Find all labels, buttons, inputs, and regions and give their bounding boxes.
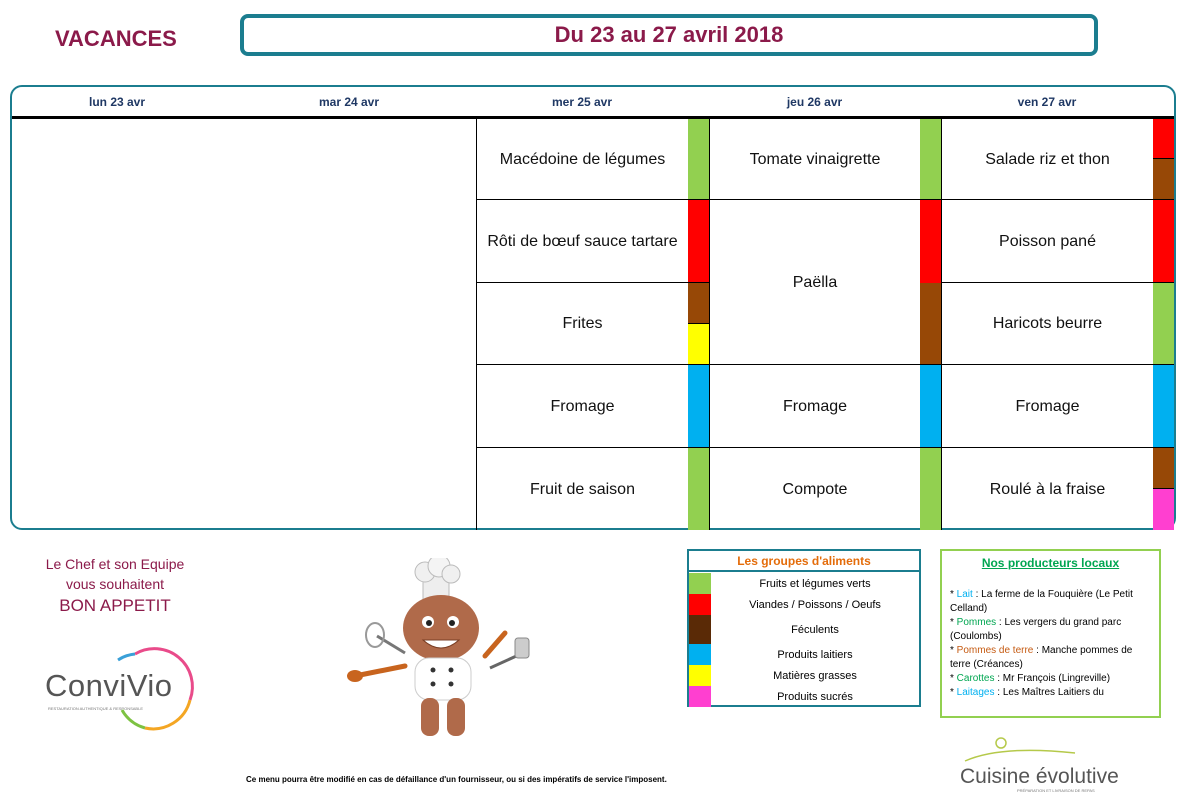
producers-title: Nos producteurs locaux: [981, 556, 1120, 570]
menu-cell-mer-entree: [476, 119, 688, 200]
dish-label: Macédoine de légumes: [499, 150, 666, 168]
food-group-swatch-green: [1153, 283, 1174, 365]
producer-text: : Manche pommes de terre (Créances): [950, 645, 1133, 670]
dish-label: Paëlla: [792, 273, 838, 291]
convivio-tagline: RESTAURATION AUTHENTIQUE & RESPONSABLE: [48, 706, 143, 711]
cuisine-evolutive-logo: [955, 735, 1135, 795]
producer-item-carottes: * Carottes : Mr François (Lingreville): [950, 673, 1111, 684]
dish-label: Fruit de saison: [530, 480, 635, 498]
dish-label: Rôti de bœuf sauce tartare: [487, 232, 678, 250]
producer-name: Lait: [956, 589, 973, 600]
legend-item-blue: [689, 644, 919, 665]
menu-cell-mer-dessert: [476, 448, 688, 530]
dish-label: Salade riz et thon: [985, 150, 1110, 168]
producer-item-pommes: * Pommes : Les vergers du grand parc (Coulombs): [950, 617, 1122, 642]
chef-mascot-icon: [345, 558, 550, 743]
footer-disclaimer: Ce menu pourra être modifié en cas de défaillance d'un fournisseur, ou si des impératifs de service l'imposent.: [246, 775, 667, 784]
swatch-pink: [689, 686, 711, 707]
menu-cell-mer-fromage: [476, 365, 688, 448]
food-group-swatch-green: [920, 119, 941, 200]
producer-text: : Les Maîtres Laitiers du: [994, 687, 1104, 698]
page-title: Du 23 au 27 avril 2018: [554, 22, 784, 47]
chef-message-line1: Le Chef et son Equipe: [45, 556, 185, 572]
food-group-swatch-green: [688, 448, 709, 530]
chef-message: [20, 554, 210, 616]
dish-label: Frites: [562, 315, 603, 332]
menu-cell-jeu-fromage: [709, 365, 920, 448]
food-group-swatch-brown: [920, 283, 941, 365]
producer-name: Pommes: [956, 617, 997, 628]
food-group-swatch-red: [920, 200, 941, 283]
legend-label: Produits sucrés: [777, 690, 853, 703]
producer-name: Laitages: [956, 687, 995, 698]
producer-name: Pommes de terre: [956, 645, 1034, 656]
food-group-swatch-red: [1153, 200, 1174, 283]
swatch-brown: [689, 615, 711, 644]
food-group-swatch-red: [688, 200, 709, 283]
food-group-swatch-red: [1153, 119, 1174, 159]
menu-cell-ven-fromage: [941, 365, 1153, 448]
food-group-swatch-blue: [1153, 365, 1174, 448]
day-header-lun: lun 23 avr: [88, 95, 146, 109]
cuisine-tagline: PRÉPARATION ET LIVRAISON DE REPAS: [1017, 788, 1095, 793]
day-header-ven: ven 27 avr: [1017, 95, 1077, 109]
producer-item-lait: * Lait : La ferme de la Fouquière (Le Petit Celland): [950, 589, 1133, 614]
menu-cell-ven-entree: [941, 119, 1153, 200]
menu-cell-ven-accompagnement: [941, 283, 1153, 365]
swatch-yellow: [689, 665, 711, 686]
producer-text: : Mr François (Lingreville): [994, 673, 1111, 684]
producer-item-laitages: * Laitages : Les Maîtres Laitiers du: [950, 687, 1104, 698]
legend-label: Féculents: [791, 623, 839, 636]
food-group-swatch-yellow: [688, 324, 709, 365]
producer-name: Carottes: [956, 673, 995, 684]
cuisine-wordmark: Cuisine évolutive: [960, 765, 1119, 788]
menu-cell-mer-plat: [476, 200, 688, 283]
vacances-label: VACANCES: [55, 26, 177, 51]
legend-label: Matières grasses: [773, 669, 857, 682]
dish-label: Fromage: [550, 397, 615, 415]
dish-label: Fromage: [782, 397, 848, 415]
food-group-swatch-green: [920, 448, 941, 530]
food-groups-legend: [687, 549, 921, 707]
date-range-banner: [240, 14, 1098, 56]
producer-text: : Les vergers du grand parc (Coulombs): [950, 617, 1122, 642]
menu-cell-jeu-dessert: [709, 448, 920, 530]
swatch-green: [689, 573, 711, 594]
legend-label: Viandes / Poissons / Oeufs: [749, 598, 881, 611]
food-group-swatch-green: [688, 119, 709, 200]
dish-label: Compote: [782, 480, 848, 498]
food-group-swatch-brown: [1153, 448, 1174, 489]
food-group-swatch-brown: [1153, 159, 1174, 200]
cuisine-swoosh-icon: [955, 735, 1135, 765]
convivio-wordmark: ConviVio: [45, 668, 173, 703]
legend-label: Produits laitiers: [777, 648, 853, 661]
food-group-swatch-pink: [1153, 489, 1174, 530]
dish-label: Tomate vinaigrette: [749, 150, 881, 168]
legend-label: Fruits et légumes verts: [759, 577, 871, 590]
bon-appetit: BON APPETIT: [59, 596, 171, 615]
chef-message-line2: vous souhaitent: [65, 576, 165, 592]
menu-cell-ven-dessert: [941, 448, 1153, 530]
producer-item-pommes-de-terre: * Pommes de terre : Manche pommes de terre (Créances): [950, 645, 1133, 670]
menu-cell-jeu-plat: [709, 200, 920, 365]
producer-text: : La ferme de la Fouquière (Le Petit Celland): [950, 589, 1133, 614]
dish-label: Poisson pané: [999, 232, 1096, 250]
menu-cell-jeu-entree: [709, 119, 920, 200]
food-group-swatch-blue: [688, 365, 709, 448]
dish-label: Roulé à la fraise: [989, 480, 1106, 498]
convivio-logo: [40, 640, 205, 732]
legend-item-pink: [689, 686, 919, 707]
menu-cell-ven-plat: [941, 200, 1153, 283]
swatch-blue: [689, 644, 711, 665]
day-header-mer: mer 25 avr: [551, 95, 613, 109]
food-group-swatch-blue: [920, 365, 941, 448]
food-group-swatch-brown: [688, 283, 709, 324]
local-producers-box: [940, 549, 1161, 718]
day-header-jeu: jeu 26 avr: [786, 95, 843, 109]
legend-title: Les groupes d'aliments: [737, 554, 871, 568]
dish-label: Haricots beurre: [992, 315, 1103, 332]
legend-divider: [689, 570, 919, 572]
day-header-mar: mar 24 avr: [318, 95, 380, 109]
legend-item-red: [689, 594, 919, 615]
dish-label: Fromage: [1015, 397, 1080, 415]
legend-item-yellow: [689, 665, 919, 686]
menu-cell-mer-accompagnement: [476, 283, 688, 365]
legend-item-green: [689, 573, 919, 594]
legend-item-brown: [689, 615, 919, 644]
swatch-red: [689, 594, 711, 615]
